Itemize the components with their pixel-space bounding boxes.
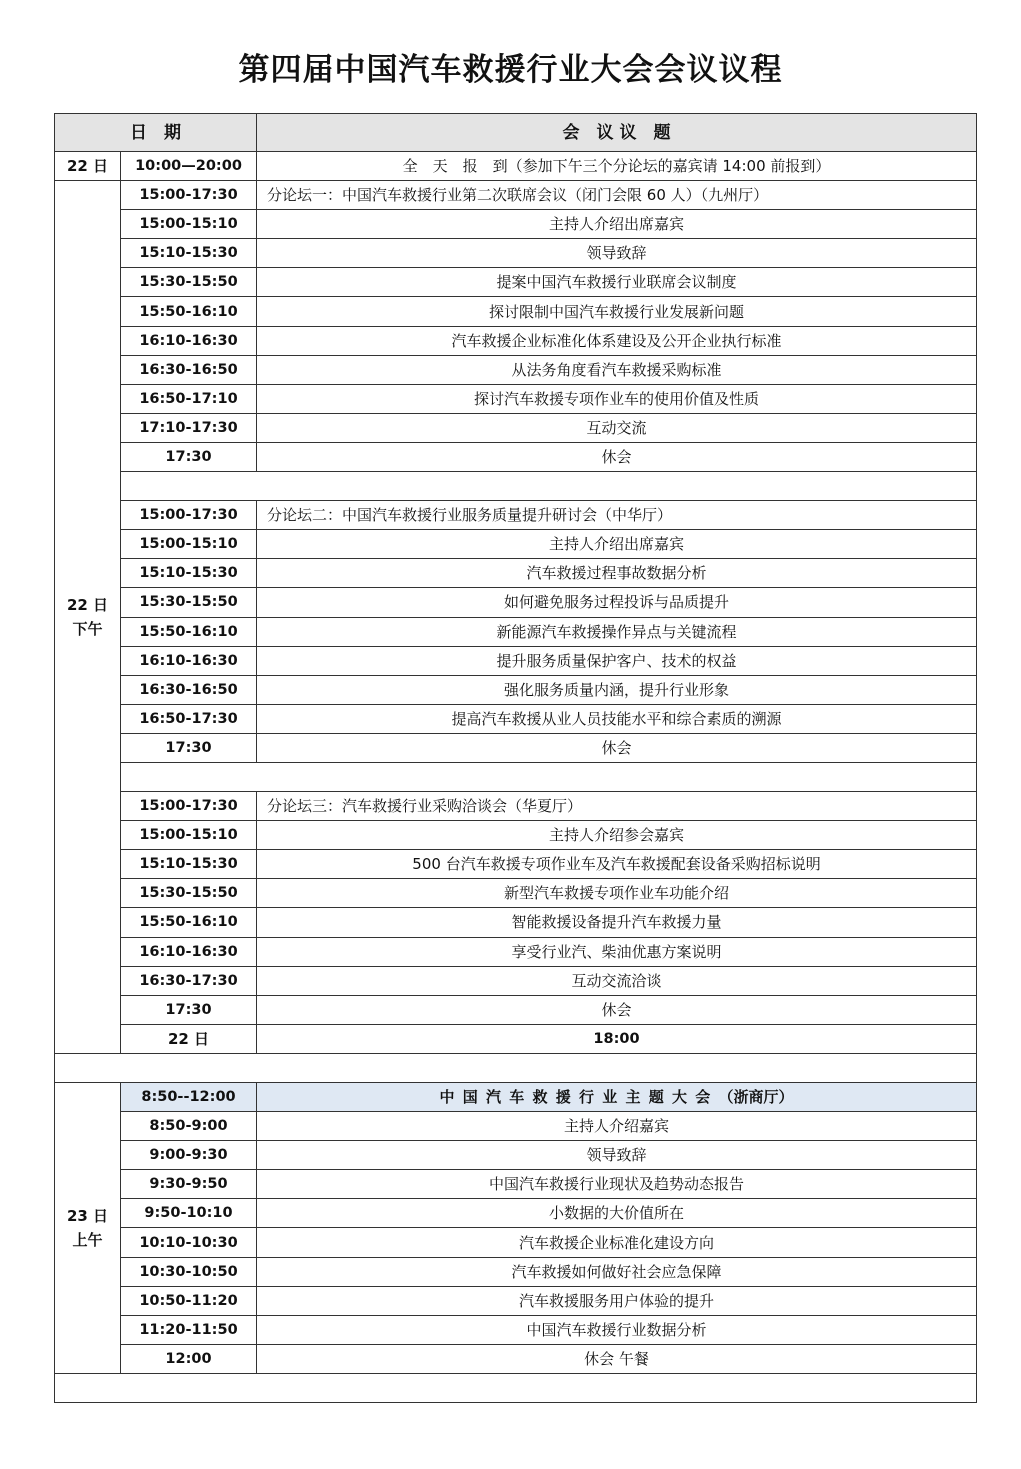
time-cell: 15:50-16:10 xyxy=(121,297,257,326)
topic-cell: 探讨限制中国汽车救援行业发展新问题 xyxy=(257,297,977,326)
topic-cell: 提高汽车救援从业人员技能水平和综合素质的溯源 xyxy=(257,704,977,733)
time-cell: 15:10-15:30 xyxy=(121,850,257,879)
table-row xyxy=(55,442,977,471)
topic-cell: 互动交流洽谈 xyxy=(257,966,977,995)
time-cell: 15:10-15:30 xyxy=(121,559,257,588)
time-cell: 15:10-15:30 xyxy=(121,239,257,268)
time-cell: 18:00 xyxy=(257,1024,977,1053)
time-cell: 15:00-15:10 xyxy=(121,210,257,239)
topic-cell: 中国汽车救援行业现状及趋势动态报告 xyxy=(257,1170,977,1199)
time-cell: 16:10-16:30 xyxy=(121,937,257,966)
topic-cell: 500 台汽车救援专项作业车及汽车救援配套设备采购招标说明 xyxy=(257,850,977,879)
table-row xyxy=(55,1257,977,1286)
topic-cell: 汽车救援服务用户体验的提升 xyxy=(257,1286,977,1315)
topic-cell: 中国汽车救援行业数据分析 xyxy=(257,1315,977,1344)
time-cell: 8:50--12:00 xyxy=(121,1083,257,1112)
table-row xyxy=(55,908,977,937)
table-row xyxy=(55,413,977,442)
topic-cell: 从法务角度看汽车救援采购标准 xyxy=(257,355,977,384)
spacer-cell xyxy=(121,762,977,791)
table-header-row xyxy=(55,114,977,152)
table-row xyxy=(55,239,977,268)
time-cell: 15:50-16:10 xyxy=(121,908,257,937)
table-row xyxy=(55,675,977,704)
topic-cell: 强化服务质量内涵，提升行业形象 xyxy=(257,675,977,704)
topic-cell: 休会 xyxy=(257,733,977,762)
topic-cell: 领导致辞 xyxy=(257,239,977,268)
forum-title-cell: 分论坛三：汽车救援行业采购洽谈会（华夏厅） xyxy=(257,792,977,821)
spacer-row xyxy=(55,1053,977,1082)
time-cell: 15:00-17:30 xyxy=(121,501,257,530)
time-cell: 16:50-17:30 xyxy=(121,704,257,733)
topic-cell: 享受行业汽、柴油优惠方案说明 xyxy=(257,937,977,966)
time-cell: 16:10-16:30 xyxy=(121,326,257,355)
time-cell: 15:50-16:10 xyxy=(121,617,257,646)
table-row xyxy=(55,1141,977,1170)
table-row xyxy=(55,646,977,675)
banquet-row xyxy=(55,1024,977,1053)
topic-cell: 主持人介绍参会嘉宾 xyxy=(257,821,977,850)
topic-cell: 汽车救援企业标准化建设方向 xyxy=(257,1228,977,1257)
spacer-cell xyxy=(121,472,977,501)
time-cell: 16:30-17:30 xyxy=(121,966,257,995)
day-label-line1: 22 日 xyxy=(66,596,109,614)
topic-cell: 如何避免服务过程投诉与品质提升 xyxy=(257,588,977,617)
time-cell: 16:10-16:30 xyxy=(121,646,257,675)
topic-cell: 全 天 报 到（参加下午三个分论坛的嘉宾请 14:00 前报到） xyxy=(257,152,977,181)
topic-cell: 新型汽车救援专项作业车功能介绍 xyxy=(257,879,977,908)
day-label-line1: 23 日 xyxy=(66,1206,109,1225)
topic-cell: 提案中国汽车救援行业联席会议制度 xyxy=(257,268,977,297)
spacer-cell xyxy=(55,1373,977,1402)
main-title-hall: （浙商厅） xyxy=(718,1088,794,1107)
table-row xyxy=(55,733,977,762)
topic-cell: 提升服务质量保护客户、技术的权益 xyxy=(257,646,977,675)
day-cell: 22 日 xyxy=(121,1024,257,1053)
day-label-23-morning xyxy=(55,1083,121,1374)
time-cell: 15:30-15:50 xyxy=(121,268,257,297)
time-cell: 11:20-11:50 xyxy=(121,1315,257,1344)
time-cell: 9:00-9:30 xyxy=(121,1141,257,1170)
topic-cell: 休会 xyxy=(257,995,977,1024)
day-label-22-afternoon xyxy=(55,181,121,1054)
topic-cell: 主持人介绍嘉宾 xyxy=(257,1112,977,1141)
table-row xyxy=(55,937,977,966)
topic-cell: 新能源汽车救援操作异点与关键流程 xyxy=(257,617,977,646)
table-row xyxy=(55,1170,977,1199)
time-cell: 17:30 xyxy=(121,995,257,1024)
day-label-line2: 下午 xyxy=(72,620,103,638)
table-row xyxy=(55,326,977,355)
forum-title-cell: 分论坛二：中国汽车救援行业服务质量提升研讨会（中华厅） xyxy=(257,501,977,530)
time-cell: 12:00 xyxy=(121,1344,257,1373)
registration-row xyxy=(55,152,977,181)
table-row xyxy=(55,704,977,733)
main-title-cell xyxy=(257,1083,977,1112)
day-cell: 22 日 xyxy=(55,152,121,181)
table-row xyxy=(55,210,977,239)
time-cell: 15:00-17:30 xyxy=(121,792,257,821)
topic-cell: 汽车救援如何做好社会应急保障 xyxy=(257,1257,977,1286)
forum-title-cell: 分论坛一：中国汽车救援行业第二次联席会议（闭门会限 60 人）（九州厅） xyxy=(257,181,977,210)
spacer-cell xyxy=(55,1053,977,1082)
time-cell: 15:30-15:50 xyxy=(121,879,257,908)
time-cell: 15:00-17:30 xyxy=(121,181,257,210)
time-cell: 17:30 xyxy=(121,733,257,762)
time-cell: 16:30-16:50 xyxy=(121,675,257,704)
header-date: 日 期 xyxy=(55,114,257,152)
time-cell: 10:00—20:00 xyxy=(121,152,257,181)
time-cell: 10:30-10:50 xyxy=(121,1257,257,1286)
time-cell: 8:50-9:00 xyxy=(121,1112,257,1141)
topic-cell: 互动交流 xyxy=(257,413,977,442)
spacer-row xyxy=(55,762,977,791)
table-row xyxy=(55,1199,977,1228)
forum3-title-row xyxy=(55,792,977,821)
table-row xyxy=(55,821,977,850)
topic-cell: 休会 xyxy=(257,442,977,471)
spacer-row xyxy=(55,472,977,501)
table-row xyxy=(55,355,977,384)
table-row xyxy=(55,1112,977,1141)
topic-cell: 主持人介绍出席嘉宾 xyxy=(257,530,977,559)
spacer-row xyxy=(55,1373,977,1402)
agenda-table xyxy=(54,113,977,1403)
table-row xyxy=(55,297,977,326)
time-cell: 16:50-17:10 xyxy=(121,384,257,413)
topic-cell: 主持人介绍出席嘉宾 xyxy=(257,210,977,239)
time-cell: 16:30-16:50 xyxy=(121,355,257,384)
time-cell: 15:00-15:10 xyxy=(121,530,257,559)
table-row xyxy=(55,559,977,588)
table-row xyxy=(55,1286,977,1315)
time-cell: 15:00-15:10 xyxy=(121,821,257,850)
time-cell: 17:10-17:30 xyxy=(121,413,257,442)
page-title: 第四届中国汽车救援行业大会会议议程 xyxy=(238,52,783,88)
table-row xyxy=(55,879,977,908)
header-topic: 会 议 议 题 xyxy=(257,114,977,152)
table-row xyxy=(55,850,977,879)
table-row xyxy=(55,1344,977,1373)
table-row xyxy=(55,1228,977,1257)
table-row xyxy=(55,588,977,617)
topic-cell: 汽车救援企业标准化体系建设及公开企业执行标准 xyxy=(257,326,977,355)
main-title-row xyxy=(55,1083,977,1112)
time-cell: 9:50-10:10 xyxy=(121,1199,257,1228)
topic-cell: 探讨汽车救援专项作业车的使用价值及性质 xyxy=(257,384,977,413)
table-row xyxy=(55,268,977,297)
forum1-title-row xyxy=(55,181,977,210)
table-row xyxy=(55,1315,977,1344)
table-row xyxy=(55,384,977,413)
time-cell: 17:30 xyxy=(121,442,257,471)
table-row xyxy=(55,530,977,559)
table-row xyxy=(55,966,977,995)
topic-cell: 智能救援设备提升汽车救援力量 xyxy=(257,908,977,937)
topic-cell: 休会 午餐 xyxy=(257,1344,977,1373)
time-cell: 10:50-11:20 xyxy=(121,1286,257,1315)
main-title-text: 中国汽车救援行业主题大会 xyxy=(439,1088,719,1107)
table-row xyxy=(55,617,977,646)
time-cell: 9:30-9:50 xyxy=(121,1170,257,1199)
time-cell: 10:10-10:30 xyxy=(121,1228,257,1257)
topic-cell: 汽车救援过程事故数据分析 xyxy=(257,559,977,588)
table-row xyxy=(55,995,977,1024)
forum2-title-row xyxy=(55,501,977,530)
topic-cell: 小数据的大价值所在 xyxy=(257,1199,977,1228)
topic-cell: 领导致辞 xyxy=(257,1141,977,1170)
day-label-line2: 上午 xyxy=(72,1230,103,1249)
time-cell: 15:30-15:50 xyxy=(121,588,257,617)
